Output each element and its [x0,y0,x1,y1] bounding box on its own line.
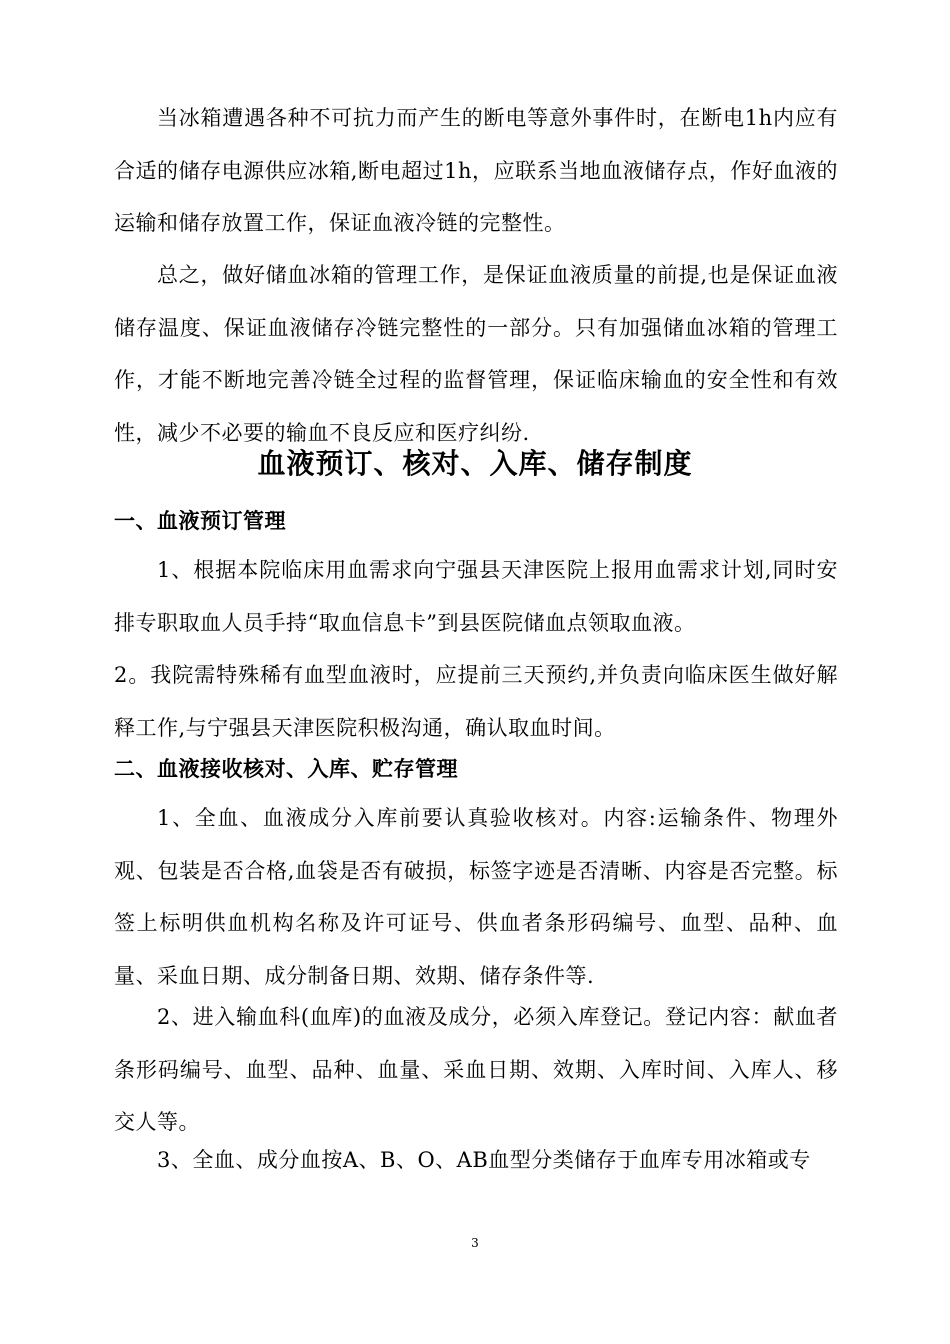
document-title: 血液预订、核对、入库、储存制度 [257,447,693,480]
section-heading-blood-ordering: 一、血液预订管理 [114,508,286,533]
section-heading-receiving-storage: 二、血液接收核对、入库、贮存管理 [114,756,458,781]
section2-item-3: 3、全血、成分血按A、B、O、AB血型分类储存于血库专用冰箱或专 [157,1148,811,1172]
page-number: 3 [471,1236,479,1250]
section1-item-1: 1、根据本院临床用血需求向宁强县天津医院上报用血需求计划,同时安排专职取血人员手持“取血信息卡”到县医院储血点领取血液。 [114,558,838,635]
intro-paragraph-power-outage: 当冰箱遭遇各种不可抗力而产生的断电等意外事件时，在断电1h内应有合适的储存电源供应冰箱,断电超过1h，应联系当地血液储存点，作好血液的运输和储存放置工作，保证血液冷链的完整性。 [114,106,838,235]
intro-paragraph-summary: 总之，做好储血冰箱的管理工作，是保证血液质量的前提,也是保证血液储存温度、保证血液储存冷链完整性的一部分。只有加强储血冰箱的管理工作，才能不断地完善冷链全过程的监督管理，保证临床输血的安全性和有效性，减少不必要的输血不良反应和医疗纠纷. [114,263,838,445]
section2-item-2: 2、进入输血科(血库)的血液及成分，必须入库登记。登记内容：献血者条形码编号、血型、品种、血量、采血日期、效期、入库时间、入库人、移交人等。 [114,1005,838,1134]
section2-item-1: 1、全血、血液成分入库前要认真验收核对。内容:运输条件、物理外观、包装是否合格,血袋是否有破损，标签字迹是否清晰、内容是否完整。标签上标明供血机构名称及许可证号、供血者条形码编号、血型、品种、血量、采血日期、成分制备日期、效期、储存条件等. [114,806,838,988]
section1-item-2: 2。我院需特殊稀有血型血液时，应提前三天预约,并负责向临床医生做好解释工作,与宁强县天津医院积极沟通，确认取血时间。 [114,663,838,740]
